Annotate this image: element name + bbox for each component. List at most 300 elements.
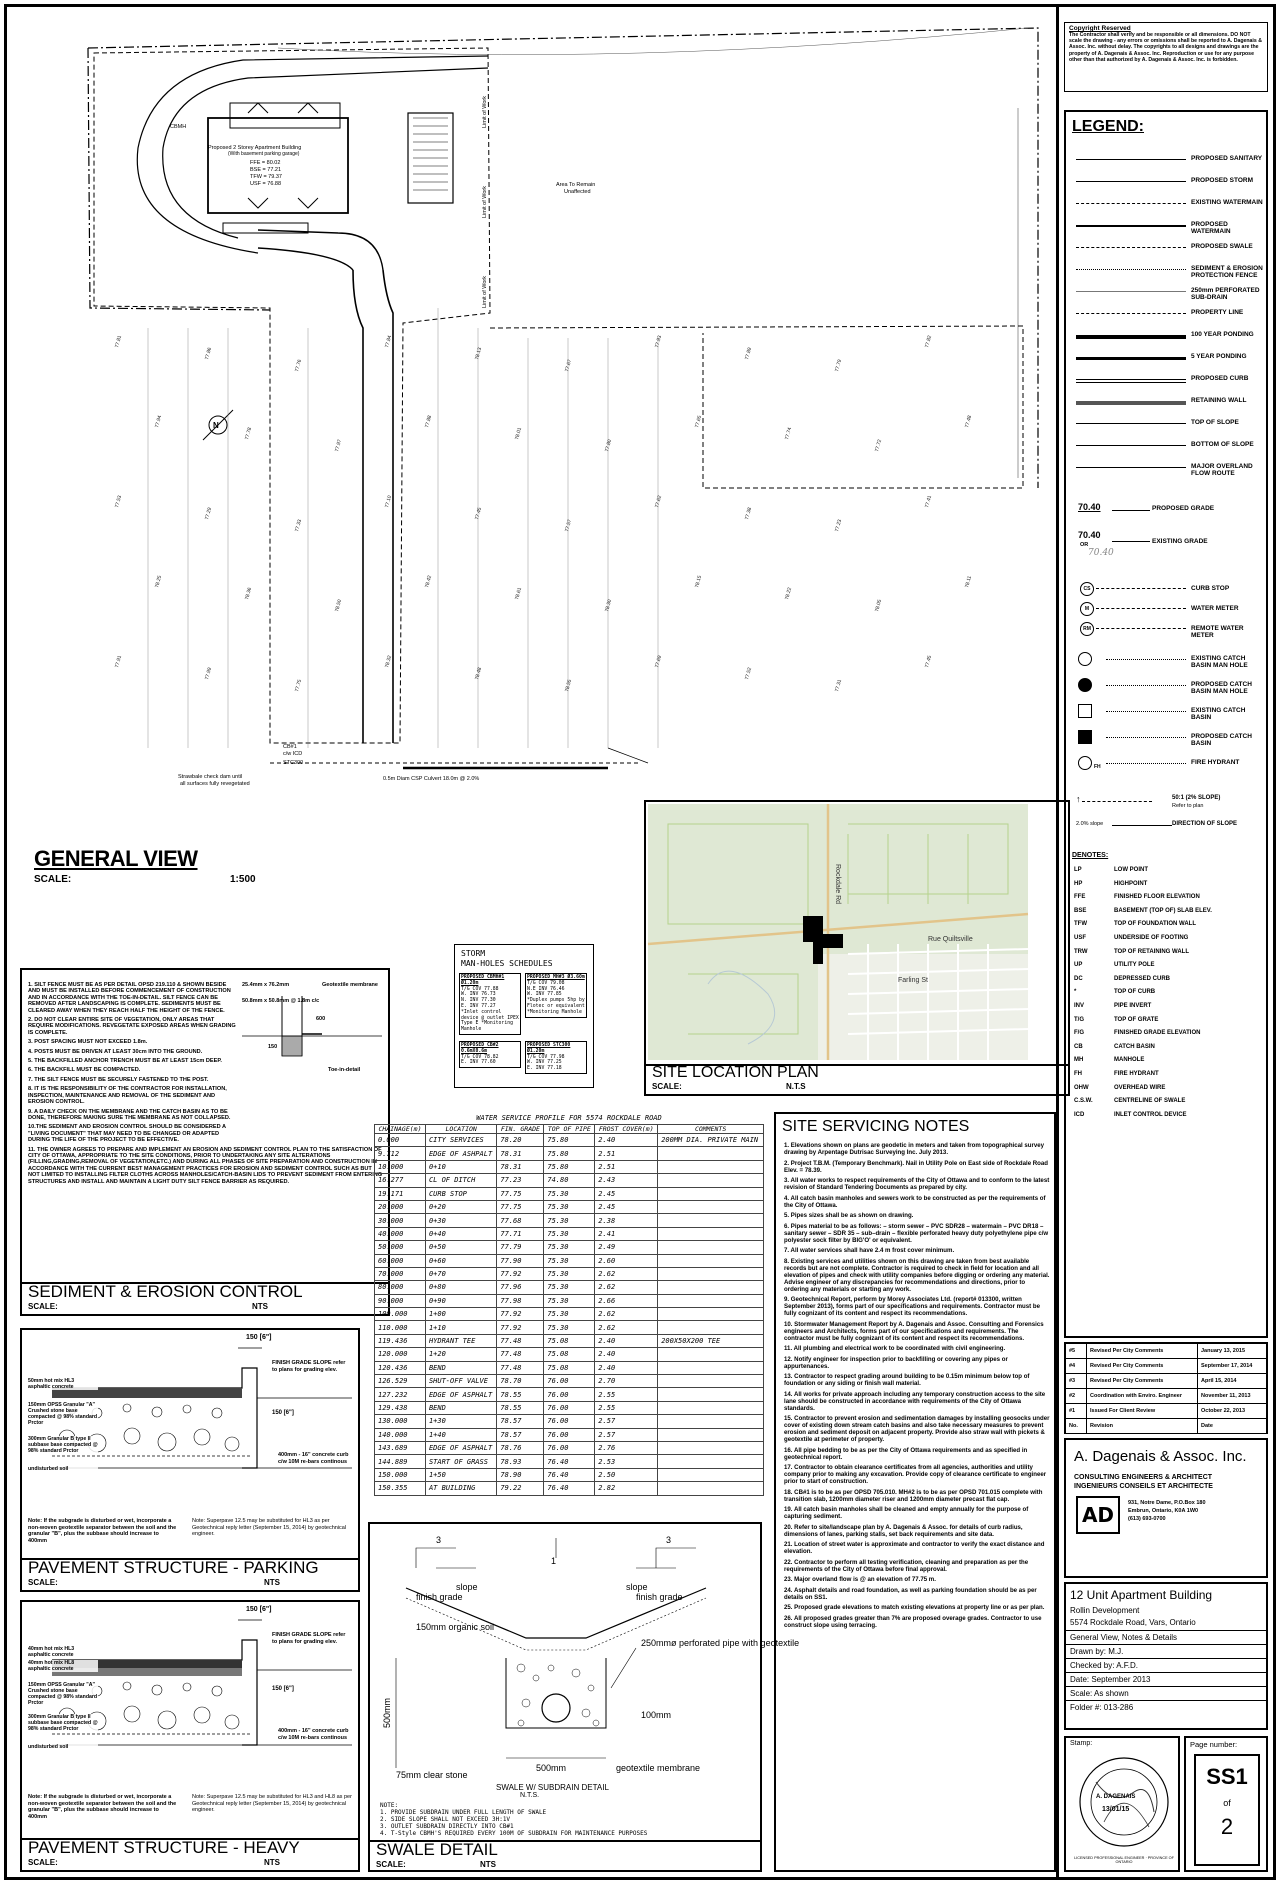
water-profile-cell: 1+40 (425, 1428, 496, 1441)
water-profile-cell: EDGE OF ASPHALT (425, 1441, 496, 1454)
water-profile-cell: BEND (425, 1361, 496, 1374)
grade-elevation: 78.11 (964, 575, 974, 589)
legend-item (1066, 262, 1266, 278)
revision-date: Date (1198, 1419, 1267, 1434)
building-label-1: Proposed 2 Storey Apartment Building (208, 145, 302, 151)
servicing-note: 18. CB#1 is to be as per OPSD 705.010. MH#2 is to be as per OPSD 701.015 complete with transition slab, 1200mm diameter riser and 1200mm diameter precast flat cap. (784, 1488, 1043, 1503)
project-folder: Folder #: 013-286 (1070, 1703, 1134, 1712)
water-profile-header: FROST COVER(m) (595, 1125, 658, 1134)
grade-elevation: 77.94 (154, 414, 164, 429)
legend-item-label: 100 YEAR PONDING (1191, 331, 1254, 338)
revision-no: #3 (1066, 1374, 1087, 1389)
water-profile-cell: 1+20 (425, 1348, 496, 1361)
denote-abbr: INV (1074, 1003, 1085, 1009)
detail-600: 600 (316, 1016, 326, 1022)
storm-schedule-box (454, 944, 594, 1088)
firm-addr1: 931, Notre Dame, P.O.Box 180 (1128, 1500, 1206, 1506)
depth-500: 500mm (382, 1697, 392, 1728)
water-profile-cell (658, 1428, 764, 1441)
legend-item-label: PROPOSED SANITARY (1191, 155, 1263, 162)
water-profile-row (375, 1160, 764, 1173)
legend-line-symbol (1076, 335, 1186, 339)
denote-meaning: BASEMENT (TOP OF) SLAB ELEV. (1114, 907, 1212, 914)
water-profile-cell: 76.40 (544, 1468, 595, 1481)
revision-text: Revised Per City Comments (1087, 1344, 1198, 1359)
copyright-box (1064, 22, 1268, 92)
water-profile-cell: 0+20 (425, 1200, 496, 1213)
swale-detail-scale: N.T.S. (520, 1792, 540, 1799)
water-profile-cell: 129.438 (375, 1401, 426, 1414)
pavement-layer-label: 150mm OPSS Granular "A" Crushed stone base compacted @ 98% standard Prctor (28, 1402, 98, 1426)
stc300-label: STC300 (283, 760, 304, 766)
denote-abbr: CB (1074, 1043, 1083, 1050)
grade-elevation: 77.33 (294, 518, 304, 533)
denote-meaning: FIRE HYDRANT (1114, 1071, 1159, 1077)
denote-meaning: CENTRELINE OF SWALE (1114, 1098, 1186, 1105)
limit-of-work-1: Limit of Work (482, 96, 488, 128)
copyright-text: The Contractor shall verify and be responsible or all dimensions. DO NOT scale the drawing - any errors or omissions shall be reported to A. Dagenais & Assoc. Inc. without delay. The copyrights to all designs and drawings are the property of A. Dagenais & Assoc. Inc. Reproduction or use for any purpose other than that authorized by A. Dagenais & Assoc. Inc. is forbidden. (1069, 32, 1262, 63)
legend-line-symbol (1076, 203, 1186, 204)
street-2: Farling St (898, 977, 928, 984)
revision-row (1066, 1419, 1267, 1434)
servicing-note: 24. Asphalt details and road foundation, as well as parking foundation should be as per details on SS1. (784, 1586, 1037, 1601)
water-profile-row (375, 1308, 764, 1321)
legend-catch-basin-label: EXISTING CATCH BASIN (1191, 707, 1246, 721)
water-profile-row (375, 1334, 764, 1347)
organic-soil: 150mm organic soil (416, 1622, 495, 1632)
legend-catch-basin-label: PROPOSED CATCH BASIN (1191, 733, 1252, 747)
water-profile-cell: 120.436 (375, 1361, 426, 1374)
revision-date: September 17, 2014 (1198, 1359, 1267, 1374)
grade-elevation: 77.38 (744, 506, 754, 521)
water-profile-cell: 2.53 (595, 1455, 658, 1468)
cb1-label: CB#1 (283, 744, 297, 750)
water-profile-cell: 0+80 (425, 1281, 496, 1294)
denote-abbr: T/G (1074, 1016, 1084, 1023)
stamp-box (1064, 1736, 1180, 1872)
water-profile-cell (658, 1468, 764, 1481)
sediment-note: 2. DO NOT CLEAR ENTIRE SITE OF VEGETATION, ONLY AREAS THAT REQUIRE MODIFICATIONS. REVEGETATE EXPOSED AREAS WHEN GRADING IS COMPLETE. (28, 1017, 236, 1036)
water-profile-cell: 75.30 (544, 1281, 595, 1294)
denote-meaning: UNDERSIDE OF FOOTING (1114, 935, 1189, 941)
denote-meaning: OVERHEAD WIRE (1114, 1084, 1166, 1091)
legend-symbol-label: REMOTE WATER METER (1191, 625, 1244, 639)
legend-catch-basin-item (1066, 756, 1266, 772)
copyright-title: Copyright Reserved (1069, 25, 1131, 32)
site-location-title: SITE LOCATION PLAN (652, 1064, 819, 1081)
parking-finish-grade: FINISH GRADE SLOPE refer to plans for grading elev. (272, 1360, 346, 1373)
storm-cell-head: PROPOSED STC300 Ø1.20m (527, 1043, 571, 1054)
slope-3-left: 3 (436, 1535, 442, 1545)
water-profile-cell: 144.889 (375, 1455, 426, 1468)
grade-elevation: 78.01 (514, 426, 524, 441)
denotes-title: DENOTES: (1072, 852, 1109, 859)
water-profile-row (375, 1428, 764, 1441)
water-profile-cell: START OF GRASS (425, 1455, 496, 1468)
water-profile-cell: 77.90 (497, 1254, 544, 1267)
water-profile-cell: 2.41 (595, 1227, 658, 1240)
pavement-heavy-scale-value: NTS (264, 1858, 280, 1867)
water-profile-cell: 2.60 (595, 1254, 658, 1267)
swale-note: 2. SIDE SLOPE SHALL NOT EXCEED 3H:1V (380, 1816, 511, 1823)
water-profile-cell: 119.436 (375, 1334, 426, 1347)
water-profile-cell: 1+50 (425, 1468, 496, 1481)
servicing-note: 16. All pipe bedding to be as per the City of Ottawa requirements and as specified in geotechnical report. (784, 1446, 1028, 1461)
servicing-note: 1. Elevations shown on plans are geodetic in meters and taken from topographical survey drawing by Arpentage Dutrisac Surveying Inc. July 2013. (784, 1142, 1045, 1156)
water-profile-row (375, 1415, 764, 1428)
swale-detail-title: SWALE W/ SUBDRAIN DETAIL (496, 1783, 609, 1792)
water-profile-cell (658, 1227, 764, 1240)
parking-note-right: Note: Superpave 12.5 may be substituted for HL3 as per Geotechnical reply letter (September 15, 2014) by geotechnical engineer. (192, 1518, 347, 1537)
tfw-label: TFW = 79.37 (250, 174, 282, 180)
water-profile-cell: 79.22 (497, 1482, 544, 1495)
legend-catch-basin-label: FIRE HYDRANT (1191, 759, 1240, 766)
water-profile-cell: 2.62 (595, 1308, 658, 1321)
project-box (1064, 1582, 1268, 1730)
svg-text:Limit of Work: Limit of Work (482, 186, 488, 218)
revision-text: Issued For Client Review (1087, 1404, 1198, 1419)
water-profile-cell: 140.000 (375, 1428, 426, 1441)
legend-item (1066, 460, 1266, 476)
sediment-note: 11. THE OWNER AGREES TO PREPARE AND IMPLEMENT AN EROSION AND SEDIMENT CONTROL PLAN TO THE SATISFACTION OF CITY OF OTTAWA, APPROPRIATE TO THE SITE CONDITIONS, PRIOR TO UNDERTAKING ANY SITE ALTERATIONS (FILLING,GRADING,REMOVAL OF VEGETATION,ETC.) AND DURING ALL PHASES OF SITE PREPARATION AND CONSTRUCTION IN ACCORDANCE WITH THE CURRENT BEST MANAGEMENT PRACTICES FOR EROSION AND SEDIMENT CONTROL SUCH AS BUT NOT LIMITED TO INSTALLING FILTER CLOTHS ACROSS MANHOLES/CATCH-BASIN LIDS TO PREVENT SEDIMENT FROM ENTERING STRUCTURES AND INSTALL AND MAINTAIN A LIGHT DUTY SILT FENCE BARRIER AS REQUIRED. (28, 1146, 383, 1185)
water-profile-cell: 90.000 (375, 1294, 426, 1307)
denote-abbr: TRW (1074, 948, 1088, 955)
water-profile-cell: 2.82 (595, 1482, 658, 1495)
water-profile-cell: 2.38 (595, 1214, 658, 1227)
water-profile-cell (658, 1441, 764, 1454)
storm-cell-row: W. INV 77.25 (527, 1060, 562, 1066)
water-profile-cell: 1+00 (425, 1308, 496, 1321)
servicing-box (774, 1112, 1056, 1872)
general-view-plan (8, 8, 1048, 838)
legend-box (1064, 110, 1268, 1338)
water-profile-row (375, 1174, 764, 1187)
sediment-scale-label: SCALE: (28, 1302, 58, 1311)
legend-item-label: SEDIMENT & EROSION PROTECTION FENCE (1191, 265, 1263, 279)
water-profile-cell: 0.000 (375, 1134, 426, 1147)
water-profile-cell: 20.000 (375, 1200, 426, 1213)
grade-elevation: 78.32 (384, 654, 394, 669)
catch-basin-icon (1078, 730, 1092, 744)
legend-catch-basin-item (1066, 652, 1266, 668)
water-profile-row (375, 1147, 764, 1160)
existing-grade-label: EXISTING GRADE (1152, 538, 1208, 545)
water-profile-cell: 2.66 (595, 1294, 658, 1307)
denote-item (1066, 881, 1266, 895)
grade-elevation: 78.50 (334, 598, 344, 613)
slope-right: slope (626, 1582, 648, 1592)
page-of: of (1223, 1798, 1231, 1808)
water-profile-cell: 150.000 (375, 1468, 426, 1481)
site-location-box (644, 800, 1070, 1096)
geotextile-membrane: geotextile membrane (616, 1763, 701, 1773)
water-profile-cell: 2.40 (595, 1361, 658, 1374)
existing-grade (1072, 530, 1262, 566)
grade-elevation: 78.30 (604, 598, 614, 613)
pavement-layer-label: 50mm hot mix HL3 asphaltic concrete (28, 1378, 98, 1390)
sediment-note: 6. THE BACKFILL MUST BE COMPACTED. (28, 1067, 141, 1074)
revision-date: April 15, 2014 (1198, 1374, 1267, 1389)
pavement-parking-scale-value: NTS (264, 1578, 280, 1587)
swale-box (368, 1522, 800, 1872)
swale-scale-label: SCALE: (376, 1860, 406, 1869)
water-profile-cell: 77.75 (497, 1187, 544, 1200)
fire-hydrant-icon (1078, 756, 1092, 770)
servicing-note: 5. Pipes sizes shall be as shown on drawing. (784, 1212, 914, 1219)
heavy-curb-note: 400mm - 16" concrete curb c/w 10M re-bars continous (278, 1728, 349, 1741)
legend-line-symbol (1076, 423, 1186, 424)
project-address: 5574 Rockdale Road, Vars, Ontario (1070, 1618, 1196, 1627)
swale-note: 1. PROVIDE SUBDRAIN UNDER FULL LENGTH OF SWALE (380, 1809, 547, 1816)
sediment-note: 7. THE SILT FENCE MUST BE SECURELY FASTENED TO THE POST. (28, 1076, 209, 1083)
legend-line-symbol (1076, 467, 1186, 468)
pavement-layer-label: 40mm hot mix HL3 asphaltic concrete (28, 1646, 98, 1658)
revision-text: Revised Per City Comments (1087, 1359, 1198, 1374)
water-profile-cell: 78.55 (497, 1401, 544, 1414)
denote-meaning: TOP OF CURB (1114, 989, 1156, 996)
project-scale: Scale: As shown (1070, 1689, 1129, 1698)
water-profile-cell: 2.55 (595, 1401, 658, 1414)
water-profile-cell (658, 1375, 764, 1388)
catch-basin-icon (1078, 652, 1092, 666)
servicing-note: 12. Notify engineer for inspection prior to backfilling or covering any pipes or appurtenances. (784, 1355, 1008, 1370)
denote-meaning: INLET CONTROL DEVICE (1114, 1111, 1187, 1118)
detail-post2: 50.8mm x 50.8mm @ 1.8m c/c (242, 998, 320, 1004)
water-profile-cell: 2.76 (595, 1441, 658, 1454)
water-profile-row (375, 1361, 764, 1374)
denote-meaning: HIGHPOINT (1114, 880, 1148, 887)
sediment-title: SEDIMENT & EROSION CONTROL (28, 1282, 303, 1301)
water-profile-cell (658, 1187, 764, 1200)
water-profile-cell: 40.000 (375, 1227, 426, 1240)
legend-symbol-item (1066, 602, 1266, 618)
swale-note: 3. OUTLET SUBDRAIN DIRECTLY INTO CB#1 (380, 1823, 514, 1830)
water-profile-row (375, 1241, 764, 1254)
grade-elevation: 78.36 (244, 586, 254, 601)
water-profile-cell: 75.30 (544, 1267, 595, 1280)
stamp-ring: LICENSED PROFESSIONAL ENGINEER · PROVINCE OF ONTARIO (1074, 1856, 1174, 1864)
servicing-note: 10. Stormwater Management Report by A. Dagenais and Assoc. Consulting and Forensics engineers and Architects, forms part of our specifications and requirements. The contractor must be fully cognizant of its content and respect its recommendations. (784, 1320, 1044, 1342)
water-profile-cell: 75.30 (544, 1241, 595, 1254)
denote-item (1066, 894, 1266, 908)
water-profile-cell (658, 1147, 764, 1160)
water-profile-cell: 80.000 (375, 1281, 426, 1294)
project-drawn: Drawn by: M.J. (1070, 1647, 1124, 1656)
water-profile-row (375, 1294, 764, 1307)
storm-cell-head: PROPOSED MH#3 Ø3.60m (527, 975, 585, 980)
water-profile-cell: 127.232 (375, 1388, 426, 1401)
denote-item (1066, 921, 1266, 935)
servicing-note: 6. Pipes material to be as follows: – storm sewer – PVC SDR28 – watermain – PVC DR18 – sanitary sewer – SDR 35 – sub–drain – flexible perforated heavy duty polyethylene pipe c/w polyester sock filter by BIG'O' or equivalent. (784, 1222, 1049, 1244)
water-profile-title: WATER SERVICE PROFILE FOR 5574 ROCKDALE ROAD (476, 1114, 662, 1122)
servicing-note: 17. Contractor to obtain clearance certificates from all agencies, authorities and utility company prior to making any excavation. Provide copy of clearance certificate to engineer prior to start of construction. (784, 1464, 1047, 1485)
culvert-label: 0.5m Diam CSP Culvert 18.0m @ 2.0% (383, 776, 480, 782)
swale-title: SWALE DETAIL (376, 1840, 498, 1859)
legend-item-label: 5 YEAR PONDING (1191, 353, 1247, 360)
servicing-note: 22. Contractor to perform all testing verification, cleaning and preparation as per the requirements of the City of Ottawa before final approval. (784, 1558, 1029, 1573)
grade-elevation: 77.82 (924, 334, 934, 349)
width-500: 500mm (536, 1763, 567, 1773)
grade-elevation: 77.31 (834, 678, 844, 693)
building-label-2: (With basement parking garage) (228, 151, 300, 157)
sediment-note: 8. IT IS THE RESPONSIBILITY OF THE CONTRACTOR FOR INSTALLATION, INSPECTION, MAINTENANCE AND REMOVAL OF THE SEDIMENT AND EROSION CONTROL. (28, 1086, 227, 1106)
water-profile-row (375, 1482, 764, 1495)
denote-abbr: ICD (1074, 1111, 1085, 1118)
grade-elevation: 77.23 (834, 518, 844, 533)
denote-meaning: DEPRESSED CURB (1114, 975, 1171, 982)
legend-item (1066, 416, 1266, 432)
grade-elevation: 77.65 (694, 414, 704, 429)
water-profile-cell: 9.712 (375, 1147, 426, 1160)
water-profile-cell: 77.48 (497, 1334, 544, 1347)
denote-abbr: C.S.W. (1074, 1098, 1093, 1105)
water-profile-header: FIN. GRADE (497, 1125, 544, 1134)
project-checked: Checked by: A.F.D. (1070, 1661, 1139, 1670)
revisions-table (1065, 1343, 1267, 1434)
servicing-note: 2. Project T.B.M. (Temporary Benchmark). Nail in Utility Pole on East side of Rockdale Road Elev. = 78.39. (784, 1159, 1049, 1174)
servicing-note: 19. All catch basin manholes shall be cleaned and empty annually for the purpose of capturing sediment. (784, 1506, 1029, 1520)
water-profile-cell: 75.08 (544, 1348, 595, 1361)
heavy-note-left: Note: If the subgrade is disturbed or wet, incorporate a non-woven geotextile separator between the soil and the granular "B", plus the subbase should increase to 400mm (28, 1794, 177, 1820)
parking-note-left: Note: If the subgrade is disturbed or wet, incorporate a non-woven geotextile separator between the soil and the granular "B", plus the subbase should increase to 400mm (28, 1518, 177, 1544)
general-view-scale-value: 1:500 (230, 874, 256, 885)
water-profile-cell (658, 1200, 764, 1213)
svg-text:all surfaces fully revegetated: all surfaces fully revegetated (180, 781, 250, 787)
grade-elevation: 77.88 (424, 414, 434, 429)
water-profile-header: CHAINAGE(m) (375, 1125, 426, 1134)
servicing-note: 26. All proposed grades greater than 7% are proposed overage grades. Contractor to use construct slope using terracing. (784, 1614, 1042, 1629)
legend-item-label: EXISTING WATERMAIN (1191, 199, 1263, 206)
grade-elevation: 77.81 (114, 334, 124, 349)
slope-sub: Refer to plan (1172, 803, 1204, 809)
water-profile-row (375, 1254, 764, 1267)
denote-meaning: TOP OF RETAINING WALL (1114, 948, 1189, 955)
cbmh-label: CBMH (170, 124, 187, 130)
pavement-layer-label: 300mm Granular B type II subbase base compacted @ 98% standard Prctor (28, 1714, 98, 1732)
denote-abbr: HP (1074, 880, 1083, 887)
revision-text: Coordination with Enviro. Engineer (1087, 1389, 1198, 1404)
slope-3-right: 3 (666, 1535, 672, 1545)
water-profile-cell: 60.000 (375, 1254, 426, 1267)
water-profile-cell: 100.000 (375, 1308, 426, 1321)
water-profile-table (374, 1124, 764, 1496)
denote-abbr: TFW (1074, 921, 1087, 928)
swale-scale-value: NTS (480, 1860, 496, 1869)
storm-cell-row: W. INV 77.85 (527, 992, 562, 998)
water-profile-cell: 2.43 (595, 1174, 658, 1187)
grade-elevation: 77.89 (744, 346, 754, 361)
water-profile-cell: 75.08 (544, 1361, 595, 1374)
page-number-box (1184, 1736, 1268, 1872)
pavement-heavy-scale-label: SCALE: (28, 1858, 58, 1867)
legend-item (1066, 438, 1266, 454)
water-profile-cell: 76.40 (544, 1455, 595, 1468)
water-profile-cell: 77.23 (497, 1174, 544, 1187)
legend-item (1066, 218, 1266, 234)
water-profile-row (375, 1134, 764, 1147)
legend-item-label: PROPERTY LINE (1191, 309, 1244, 316)
slope-1: 1 (551, 1556, 557, 1566)
water-profile-cell: 0+60 (425, 1254, 496, 1267)
symbol-circle-icon: RM (1080, 622, 1094, 636)
water-profile-cell: 75.30 (544, 1227, 595, 1240)
revision-row (1066, 1389, 1267, 1404)
servicing-note: 8. Existing services and utilities shown on this drawing are taken from best available records but are not complete. Contractor is required to check in field for location and all elevation of pipes and check with utility companies before digging or ordering any material. Advise engineer of any discrepancies for recommendations and directions, prior to ordering any materials or starting any work. (784, 1257, 1050, 1293)
firm-phone: (613) 693-0700 (1128, 1516, 1166, 1522)
denote-abbr: MH (1074, 1057, 1084, 1064)
storm-cell-row: T/G COV 79.08 (527, 980, 565, 986)
legend-line-symbol (1076, 357, 1186, 360)
finish-grade-left: finish grade (416, 1592, 463, 1602)
revision-no: #5 (1066, 1344, 1087, 1359)
storm-schedule-title: STORM MAN-HOLES SCHEDULES (461, 949, 553, 968)
water-profile-cell: CITY SERVICES (425, 1134, 496, 1147)
water-profile-header: LOCATION (425, 1125, 496, 1134)
water-profile-cell: 75.30 (544, 1308, 595, 1321)
legend-line-symbol (1076, 313, 1186, 314)
revision-row (1066, 1359, 1267, 1374)
storm-cell-row: E. INV 77.27 (461, 1003, 496, 1009)
heavy-note-right: Note: Superpave 12.5 may be substituted for HL3 and HL8 as per Geotechnical reply letter (September 15, 2014) by geotechnical engineer. (192, 1794, 352, 1813)
grade-elevation: 78.22 (784, 586, 794, 601)
stamp-label: Stamp: (1070, 1740, 1093, 1747)
denote-meaning: LOW POINT (1114, 867, 1148, 873)
storm-cell-head: PROPOSED CB#2 0.6mX0.6m (461, 1043, 499, 1054)
slope-label: 50:1 (2% SLOPE) (1172, 795, 1221, 801)
swale-section (376, 1528, 800, 1798)
sediment-note: 5. THE BACKFILLED ANCHOR TRENCH MUST BE AT LEAST 15cm DEEP. (28, 1058, 222, 1065)
legend-catch-basin-item (1066, 730, 1266, 746)
water-profile-cell: 150.355 (375, 1482, 426, 1495)
pavement-layer-label: 150mm OPSS Granular "A" Crushed stone base compacted @ 98% standard Prctor (28, 1682, 98, 1706)
pavement-parking-title: PAVEMENT STRUCTURE - PARKING (28, 1558, 319, 1577)
water-profile-cell: 77.96 (497, 1281, 544, 1294)
storm-cell-head: PROPOSED CBMH#1 Ø1.20m (461, 975, 505, 986)
servicing-note: 15. Contractor to prevent erosion and sedimentation damages by installing geosocks under cover of existing down stream catch basins and also take necessary measures to prevent erosion and sediment deposit on adjacent property. Provide also straw wall with pickets & geotextile at perimeter of property. (784, 1415, 1050, 1443)
water-profile-cell: 75.30 (544, 1254, 595, 1267)
water-profile-cell: 77.71 (497, 1227, 544, 1240)
servicing-note: 13. Contractor to respect grading around building to be 0.15m minimum below top of foundation or any siding or finish wall material. (784, 1373, 1030, 1387)
page-total: 2 (1220, 1814, 1234, 1839)
denote-abbr: LP (1074, 867, 1082, 873)
catch-basin-icon (1078, 678, 1092, 692)
denote-abbr: USF (1074, 935, 1086, 941)
storm-schedule-cell (459, 1041, 521, 1068)
water-profile-cell: 2.62 (595, 1267, 658, 1280)
water-profile-cell: 2.49 (595, 1241, 658, 1254)
water-profile-cell (658, 1308, 764, 1321)
water-profile-row (375, 1321, 764, 1334)
water-profile-cell: 2.51 (595, 1160, 658, 1173)
water-profile-cell: 0+40 (425, 1227, 496, 1240)
denote-item (1066, 935, 1266, 949)
denote-item (1066, 949, 1266, 963)
water-profile-cell: CL OF DITCH (425, 1174, 496, 1187)
water-profile-row (375, 1468, 764, 1481)
denote-meaning: MANHOLE (1114, 1057, 1145, 1064)
water-profile-cell (658, 1267, 764, 1280)
legend-line-symbol (1076, 445, 1186, 446)
legend-title: LEGEND: (1072, 118, 1144, 135)
grade-elevation: 77.48 (964, 414, 974, 429)
firm-line2: INGENIEURS CONSEILS ET ARCHITECTE (1074, 1483, 1213, 1490)
water-profile-cell: 76.00 (544, 1375, 595, 1388)
legend-line-symbol (1076, 401, 1186, 405)
pavement-parking-box (20, 1328, 360, 1592)
water-profile-cell: 110.000 (375, 1321, 426, 1334)
denote-abbr: FFE (1074, 894, 1086, 901)
water-profile-cell: 77.68 (497, 1214, 544, 1227)
